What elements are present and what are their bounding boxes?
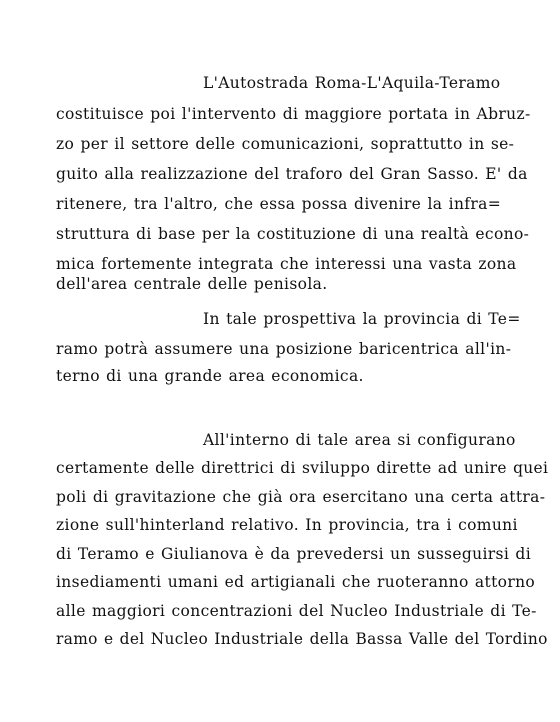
text-line: struttura di base per la costituzione di una realtà econo- [56, 225, 530, 243]
text-line: dell'area centrale delle penisola. [56, 275, 328, 293]
text-line: insediamenti umani ed artigianali che ruoteranno attorno [56, 573, 536, 591]
text-line: poli di gravitazione che già ora esercitano una certa attra- [56, 488, 546, 506]
text-line: ramo e del Nucleo Industriale della Bassa Valle del Tordino [56, 630, 548, 648]
text-line: All'interno di tale area si configurano [203, 431, 516, 449]
text-line: mica fortemente integrata che interessi una vasta zona [56, 255, 517, 273]
text-line: In tale prospettiva la provincia di Te= [203, 310, 521, 328]
text-line: di Teramo e Giulianova è da prevedersi un susseguirsi di [56, 545, 532, 563]
text-line: zo per il settore delle comunicazioni, soprattutto in se- [56, 135, 515, 153]
text-line: terno di una grande area economica. [56, 367, 364, 385]
text-line: ritenere, tra l'altro, che essa possa divenire la infra= [56, 195, 502, 213]
text-line: ramo potrà assumere una posizione baricentrica all'in- [56, 340, 512, 358]
text-line: guito alla realizzazione del traforo del Gran Sasso. E' da [56, 165, 528, 183]
text-line: L'Autostrada Roma-L'Aquila-Teramo [203, 74, 501, 92]
text-line: costituisce poi l'intervento di maggiore portata in Abruz- [56, 105, 531, 123]
text-line: alle maggiori concentrazioni del Nucleo Industriale di Te- [56, 602, 537, 620]
text-line: zione sull'hinterland relativo. In provincia, tra i comuni [56, 516, 518, 534]
text-line: certamente delle direttrici di sviluppo dirette ad unire quei [56, 459, 549, 477]
